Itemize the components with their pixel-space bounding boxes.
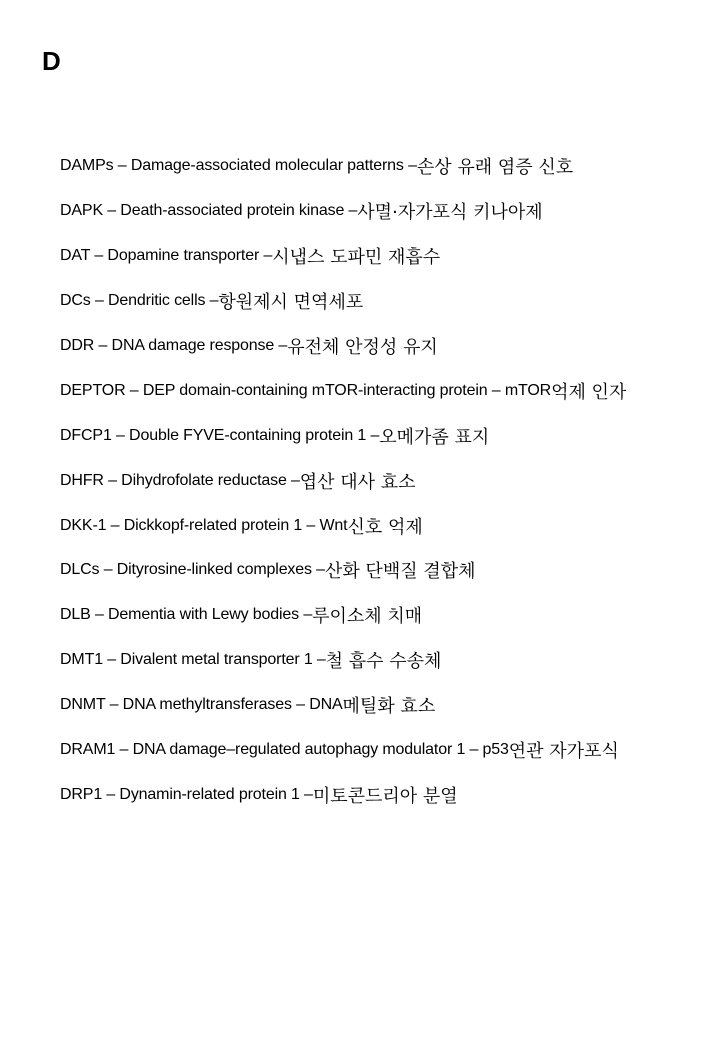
entry-korean-description: 시냅스 도파민 재흡수 [272, 247, 441, 269]
entry-term: DEPTOR – DEP domain-containing mTOR-interacting protein – mTOR [60, 381, 552, 399]
entry-korean-description: 오메가좀 표지 [379, 426, 490, 448]
entry-korean-description: 미토콘드리아 분열 [312, 785, 458, 807]
glossary-entry [60, 368, 715, 413]
entry-korean-description: 사멸·자가포식 키나아제 [357, 202, 543, 224]
entry-korean-description: 손상 유래 염증 신호 [416, 157, 574, 179]
glossary-entry [60, 728, 715, 773]
entry-term: DNMT – DNA methyltransferases – DNA [60, 696, 343, 714]
glossary-entry [60, 548, 715, 593]
glossary-entry [60, 683, 715, 728]
entry-korean-description: 연관 자가포식 [508, 741, 619, 763]
entry-term: DDR – DNA damage response – [60, 337, 288, 354]
glossary-entry [60, 772, 715, 817]
entry-term: DMT1 – Divalent metal transporter 1 – [60, 651, 326, 669]
entry-term: DRAM1 – DNA damage–regulated autophagy modulator 1 – p53 [60, 741, 509, 759]
entry-korean-description: 항원제시 면역세포 [218, 292, 364, 314]
glossary-list [60, 144, 715, 817]
glossary-entry [60, 593, 715, 638]
entry-term: DCs – Dendritic cells – [60, 292, 219, 310]
entry-term: DLB – Dementia with Lewy bodies – [60, 606, 313, 624]
entry-term: DKK-1 – Dickkopf-related protein 1 – Wnt [60, 516, 348, 534]
glossary-entry [60, 458, 715, 503]
entry-korean-description: 루이소체 치매 [312, 606, 423, 628]
entry-term: DAMPs – Damage-associated molecular patterns – [60, 157, 417, 175]
entry-korean-description: 유전체 안정성 유지 [287, 337, 438, 358]
entry-term: DRP1 – Dynamin-related protein 1 – [60, 785, 313, 803]
glossary-entry [60, 638, 715, 683]
entry-korean-description: 신호 억제 [347, 516, 423, 538]
entry-term: DAPK – Death-associated protein kinase – [60, 202, 358, 220]
entry-term: DLCs – Dityrosine-linked complexes – [60, 561, 325, 579]
entry-korean-description: 메틸화 효소 [342, 696, 436, 718]
glossary-entry [60, 144, 715, 189]
glossary-entry [60, 503, 715, 548]
glossary-entry [60, 279, 715, 324]
glossary-entry [60, 324, 715, 369]
entry-korean-description: 억제 인자 [551, 381, 627, 403]
entry-korean-description: 철 흡수 수송체 [325, 651, 442, 673]
entry-korean-description: 엽산 대사 효소 [299, 471, 416, 493]
entry-term: DHFR – Dihydrofolate reductase – [60, 471, 300, 489]
section-heading: D [42, 46, 61, 76]
glossary-entry [60, 234, 715, 279]
entry-term: DFCP1 – Double FYVE-containing protein 1 – [60, 426, 380, 444]
glossary-entry [60, 413, 715, 458]
glossary-entry [60, 189, 715, 234]
entry-korean-description: 산화 단백질 결합체 [324, 561, 476, 583]
entry-term: DAT – Dopamine transporter – [60, 247, 273, 265]
